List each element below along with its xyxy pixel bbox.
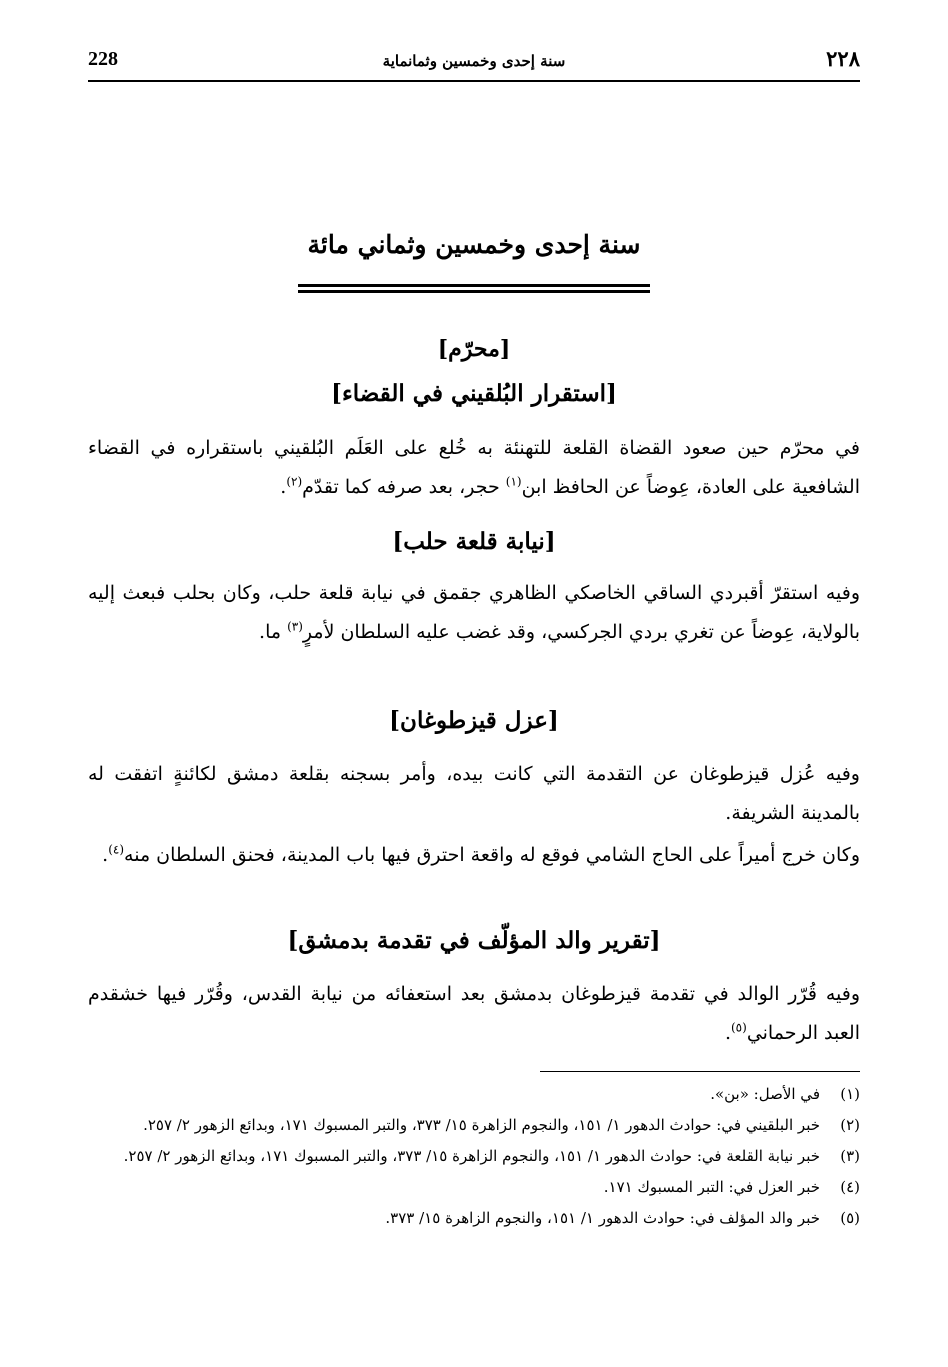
footnote-number: (٥) xyxy=(840,1209,860,1227)
section-paragraph xyxy=(88,574,860,652)
footnote-item xyxy=(88,1203,860,1234)
section-paragraph xyxy=(88,429,860,507)
footnote-text: خبر والد المؤلف في: حوادث الدهور ١/ ١٥١، والنجوم الزاهرة ١٥/ ٣٧٣. xyxy=(385,1209,820,1227)
footnote-item xyxy=(88,1141,860,1172)
section-heading: [تقرير والد المؤلّف في تقدمة بدمشق] xyxy=(287,927,661,954)
footnote-item xyxy=(88,1172,860,1203)
title-rule-top xyxy=(298,284,650,287)
page-number-latin: 228 xyxy=(88,48,118,70)
title-double-rule xyxy=(298,284,650,293)
footnote-marker: (٣) xyxy=(287,619,303,634)
paragraph-text: وكان خرج أميراً على الحاج الشامي فوقع له واقعة احترق فيها باب المدينة، فحنق السلطان منه xyxy=(124,844,860,866)
section-heading: [استقرار البُلقيني في القضاء] xyxy=(331,380,617,407)
section-paragraph xyxy=(88,755,860,833)
section-paragraph xyxy=(88,975,860,1053)
footnote-number: (١) xyxy=(840,1085,860,1103)
page-header xyxy=(88,44,860,82)
section-paragraph xyxy=(88,836,860,875)
month-heading: [محرّم] xyxy=(437,336,511,362)
paragraph-text: . xyxy=(724,1022,731,1044)
paragraph-text: حجر، بعد صرفه كما تقدّم xyxy=(302,476,506,498)
footnote-number: (٤) xyxy=(840,1178,860,1196)
paragraph-text: . xyxy=(280,476,287,498)
paragraph-text: وفيه قُرّر الوالد في تقدمة قيزطوغان بدمشق بعد استعفائه من نيابة القدس، وقُرّر فيها خشقدم العبد الرحماني xyxy=(88,983,860,1044)
footnote-text: في الأصل: «بن». xyxy=(710,1085,820,1103)
year-title: سنة إحدى وخمسين وثماني مائة xyxy=(307,230,641,259)
footnote-marker: (٤) xyxy=(108,842,125,857)
footnote-item xyxy=(88,1079,860,1110)
page-number-arabic: ٢٢٨ xyxy=(826,46,860,71)
title-rule-bottom xyxy=(298,290,650,293)
footnote-marker: (٥) xyxy=(730,1020,747,1035)
footnote-separator xyxy=(540,1071,860,1072)
footnotes-list xyxy=(88,1079,860,1234)
paragraph-text: . xyxy=(102,844,109,866)
footnote-text: خبر نيابة القلعة في: حوادث الدهور ١/ ١٥١، والنجوم الزاهرة ١٥/ ٣٧٣، والتبر المسبوك ١٧١، وبدائع الزهور ٢/ ٢٥٧. xyxy=(123,1147,820,1165)
footnote-marker: (٢) xyxy=(286,474,303,489)
paragraph-text: ما. xyxy=(259,621,288,643)
paragraph-text: وفيه استقرّ أقبردي الساقي الخاصكي الظاهري جقمق في نيابة قلعة حلب، وكان بحلب فبعث إليه بالولاية، عِوضاً عن تغري بردي الجركسي، وقد غضب عليه السلطان لأمرٍ xyxy=(88,582,860,643)
footnote-number: (٣) xyxy=(840,1147,860,1165)
footnote-text: خبر العزل في: التبر المسبوك ١٧١. xyxy=(603,1178,820,1196)
footnote-item xyxy=(88,1110,860,1141)
footnote-number: (٢) xyxy=(840,1116,860,1134)
section-heading: [نيابة قلعة حلب] xyxy=(392,528,556,555)
footnote-text: خبر البلقيني في: حوادث الدهور ١/ ١٥١، والنجوم الزاهرة ١٥/ ٣٧٣، والتبر المسبوك ١٧١، وبدائع الزهور ٢/ ٢٥٧. xyxy=(143,1116,820,1134)
section-heading: [عزل قيزطوغان] xyxy=(389,707,559,734)
footnote-marker: (١) xyxy=(505,474,522,489)
running-title: سنة إحدى وخمسين وثمانماية xyxy=(382,52,566,70)
paragraph-text: وفيه عُزل قيزطوغان عن التقدمة التي كانت بيده، وأمر بسجنه بقلعة دمشق لكائنةٍ اتفقت له بالمدينة الشريفة. xyxy=(88,763,860,824)
paragraph-text: في محرّم حين صعود القضاة القلعة للتهنئة به خُلع على العَلَم البُلقيني باستقراره في القضاء الشافعية على العادة، عِوضاً عن الحافظ ابن xyxy=(88,437,860,498)
